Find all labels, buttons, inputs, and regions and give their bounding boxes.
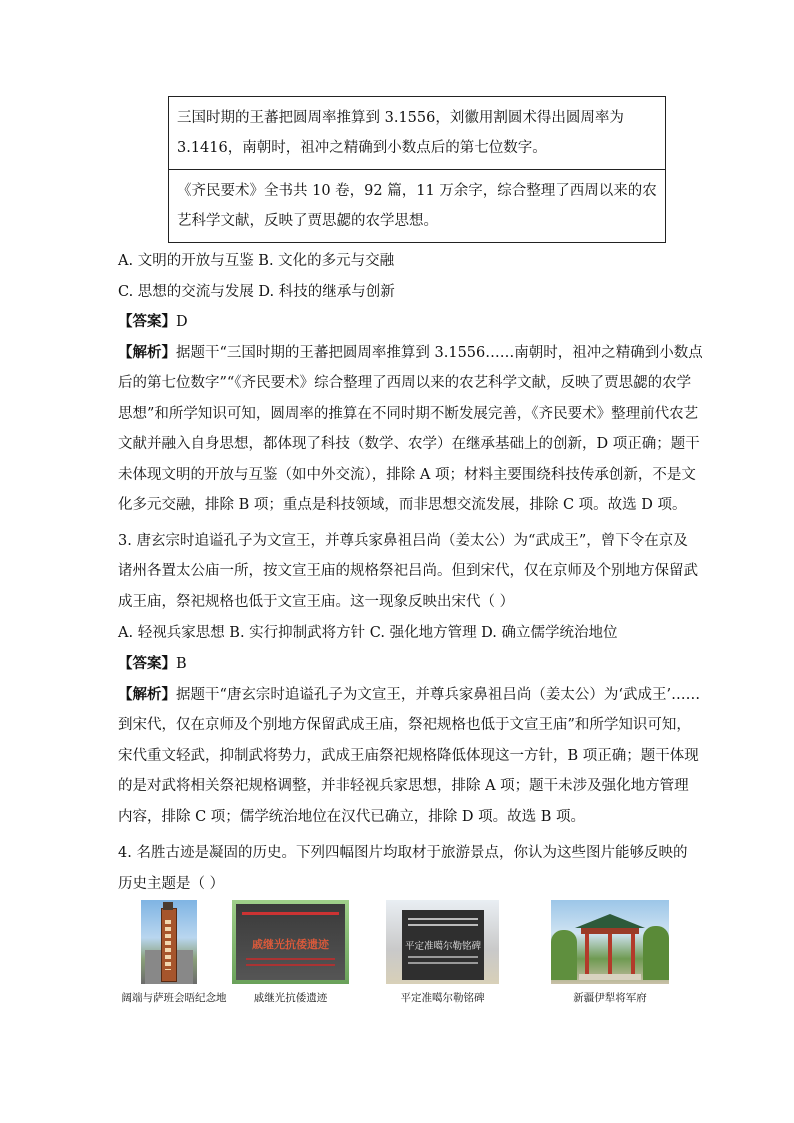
photo-qijiguang — [232, 900, 349, 984]
q2-analysis-line-5: 化多元交融，排除 B 项；重点是科技领域，而非思想交流发展，排除 C 项。故选 D 项。 — [118, 497, 687, 513]
q4-stem-line-0: 4. 名胜古迹是凝固的历史。下列四幅图片均取材于旅游景点，你认为这些图片能够反映的 — [118, 845, 688, 861]
q3-analysis-line-1: 到宋代，仅在京师及个别地方保留武成王庙，祭祀规格也低于文宣王庙”和所学知识可知， — [118, 717, 691, 733]
q3-analysis-line-2: 宋代重文轻武，抑制武将势力，武成王庙祭祀规格降低体现这一方针，B 项正确；题干体现 — [118, 748, 699, 764]
q2-analysis-line-4: 未体现文明的开放与互鉴（如中外交流），排除 A 项；材料主要围绕科技传承创新，不是文 — [118, 467, 696, 483]
q2-answer — [118, 311, 678, 333]
q2-analysis-label: 【解析】 — [118, 344, 176, 361]
q3-analysis-label: 【解析】 — [118, 686, 176, 703]
material-row-2 — [169, 170, 666, 243]
material-row1-line1: 三国时期的王蕃把圆周率推算到 3.1556，刘徽用割圆术得出圆周率为 — [177, 110, 624, 126]
q2-answer-label: 【答案】 — [118, 313, 176, 330]
q2-options-line1: A. 文明的开放与互鉴 B. 文化的多元与交融 — [118, 253, 395, 269]
q2-analysis-line-1: 后的第七位数字”“《齐民要术》综合整理了西周以来的农艺科学文献，反映了贾思勰的农学 — [118, 375, 692, 391]
material-cell-pi — [169, 97, 666, 170]
material-cell-qimin — [169, 170, 666, 243]
q2-analysis-line-0 — [118, 342, 703, 364]
q2-answer-value: D — [176, 314, 188, 330]
q3-stem-line-0: 3. 唐玄宗时追谥孔子为文宣王，并尊兵家鼻祖吕尚（姜太公）为“武成王”，曾下令在京及 — [118, 533, 688, 549]
q4-stem-line-1: 历史主题是（ ） — [118, 876, 225, 892]
material-row1-line2: 3.1416，南朝时，祖冲之精确到小数点后的第七位数字。 — [177, 140, 547, 156]
q3-analysis-line-4: 内容，排除 C 项；儒学统治地位在汉代已确立，排除 D 项。故选 B 项。 — [118, 809, 586, 825]
q2-analysis-line-2: 思想”和所学知识可知，圆周率的推算在不同时期不断发展完善，《齐民要术》整理前代农艺 — [118, 406, 699, 422]
plaque-qijiguang-text: 戚继光抗倭遗迹 — [252, 938, 329, 951]
q3-analysis-line-3: 的是对武将相关祭祀规格调整，并非轻视兵家思想，排除 A 项；题干未涉及强化地方管理 — [118, 778, 689, 794]
caption-kuoduan: 阔端与萨班会晤纪念地 — [121, 992, 227, 1004]
photo-ili-general-mansion — [551, 900, 669, 984]
q3-analysis-line-0 — [118, 684, 701, 706]
material-table — [168, 96, 666, 243]
q2-analysis-text-0: 据题干“三国时期的王蕃把圆周率推算到 3.1556……南朝时，祖冲之精确到小数点 — [176, 345, 703, 361]
caption-zhungeer: 平定准噶尔勒铭碑 — [400, 992, 485, 1004]
q3-answer — [118, 653, 678, 675]
q3-stem-line-2: 成王庙，祭祀规格也低于文宣王庙。这一现象反映出宋代（ ） — [118, 594, 515, 610]
caption-qijiguang: 戚继光抗倭遗迹 — [253, 992, 328, 1004]
q3-answer-label: 【答案】 — [118, 655, 176, 672]
q2-analysis-line-3: 文献并融入自身思想，都体现了科技（数学、农学）在继承基础上的创新，D 项正确；题干 — [118, 436, 700, 452]
material-row-1 — [169, 97, 666, 170]
material-row2-line1: 《齐民要术》全书共 10 卷，92 篇，11 万余字，综合整理了西周以来的农 — [177, 183, 657, 199]
photo-kuoduan-memorial — [141, 900, 197, 984]
material-row2-line2: 艺科学文献，反映了贾思勰的农学思想。 — [177, 213, 438, 229]
q3-stem-line-1: 诸州各置太公庙一所，按文宣王庙的规格祭祀吕尚。但到宋代，仅在京师及个别地方保留武 — [118, 563, 698, 579]
stele-text: 平定准噶尔勒铭碑 — [405, 941, 482, 952]
caption-ili: 新疆伊犁将军府 — [573, 992, 647, 1004]
q2-options-line2: C. 思想的交流与发展 D. 科技的继承与创新 — [118, 284, 395, 300]
q3-answer-value: B — [176, 656, 187, 672]
q3-options: A. 轻视兵家思想 B. 实行抑制武将方针 C. 强化地方管理 D. 确立儒学统治地位 — [118, 625, 618, 641]
photo-zhungeer-stele — [386, 900, 499, 984]
q3-analysis-text-0: 据题干“唐玄宗时追谥孔子为文宣王，并尊兵家鼻祖吕尚（姜太公）为‘武成王’…… — [176, 687, 701, 703]
